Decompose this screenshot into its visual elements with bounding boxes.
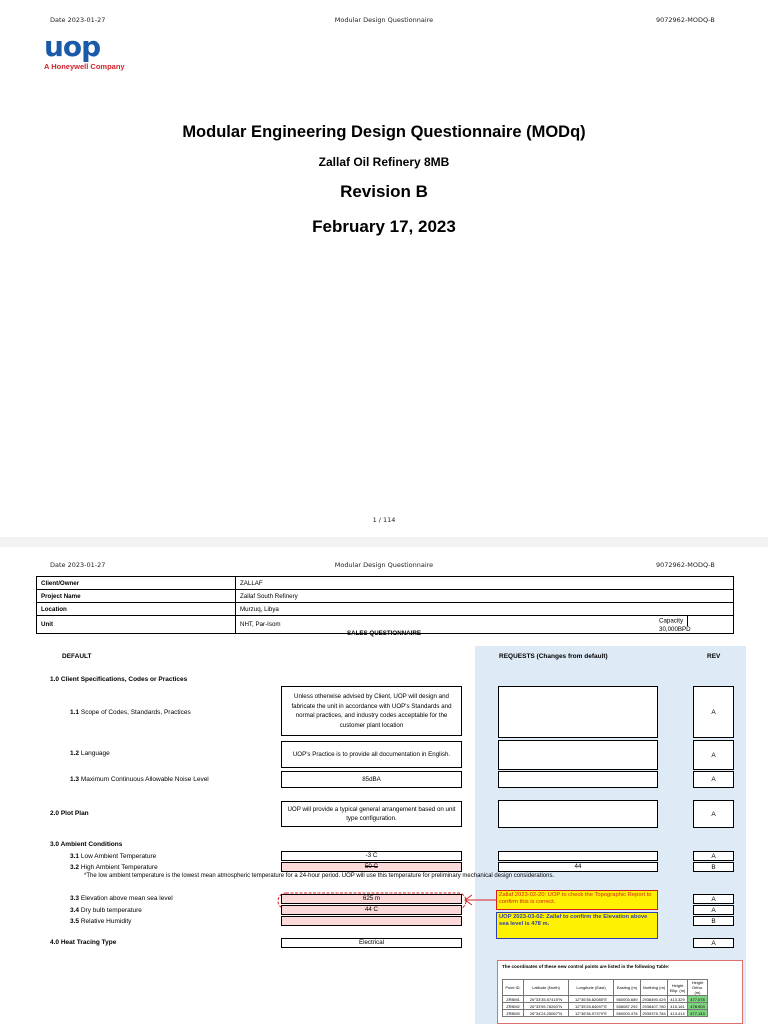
row-label: Maximum Continuous Allowable Noise Level [80,776,209,783]
rev-column-header: REV [707,653,721,660]
capacity-cell [655,616,734,634]
row-1-1-default: Unless otherwise advised by Client, UOP will design and fabricate the unit in accordance with UOP's Standards and normal practices, and industry codes acceptable for the customer plant location [281,686,462,736]
heat-tracing-rev: A [693,938,734,948]
row-number: 1.2 [70,750,80,757]
table-cell: 2939375.784 [642,1010,666,1016]
section-2-heading: 2.0 Plot Plan [50,810,89,817]
table-cell: 26°33'35.57415"N [524,996,569,1003]
table-cell: 2938490.429 [642,996,666,1002]
row-label: Low Ambient Temperature [80,853,157,860]
row-label: Scope of Codes, Standards, Practices [80,709,191,716]
document-date: February 17, 2023 [312,217,456,236]
row-3-1-request-input[interactable] [498,851,658,861]
coordinates-attachment [497,960,743,1024]
review-comment-uop[interactable]: UOP 2023-03-02: Zallaf to confirm the Elevation above sea level is 478 m. [496,912,658,939]
row-1-2-default: UOP's Practice is to provide all documentation in English. [281,741,462,768]
coord-header: Northing (m) [641,980,668,996]
table-cell: 478.903 [688,1003,708,1010]
table-cell: 415.161 [668,1003,688,1010]
row-3-2-rev: B [693,862,734,872]
coord-header: Latitude (North) [524,980,569,996]
coordinates-table [502,979,708,1017]
comment-leader-arrow [458,893,500,907]
project-label: Project Name [37,590,236,603]
info-row-client [37,577,734,590]
row-1-1-request-input[interactable] [498,686,658,738]
table-cell: 413.414 [668,1010,688,1017]
client-label: Client/Owner [37,577,236,590]
row-3-3-label [70,895,173,902]
project-value: Zallaf South Refinery [236,590,734,603]
uop-logo-mark: uop [44,30,101,63]
heat-tracing-default: Electrical [281,938,462,948]
header-docno: 9072962-MODQ-B [656,561,715,569]
table-row [503,1003,708,1010]
row-1-2-request-input[interactable] [498,740,658,770]
location-value: Murzuq, Libya [236,603,734,616]
location-label: Location [37,603,236,616]
row-number: 3.5 [70,918,80,925]
table-cell: 477.143 [688,1010,708,1017]
row-1-2-label [70,750,110,757]
section-4-heading: 4.0 Heat Tracing Type [50,939,117,946]
page-separator [0,537,768,547]
table-cell: 413.329 [668,996,688,1003]
coord-header: Height Ortho. (m) [688,980,708,996]
row-label: Elevation above mean sea level [80,895,173,902]
project-info-table [36,576,734,634]
row-1-1-label [70,709,191,716]
table-cell: 26°33'55.78260"N [524,1003,569,1010]
header-title: Modular Design Questionnaire [334,16,434,24]
sales-questionnaire-heading: SALES QUESTIONNAIRE [347,630,421,637]
row-number: 3.1 [70,853,80,860]
row-3-4-rev: A [693,905,734,915]
coordinates-caption: The coordinates of these new control points are listed in the following Table: [502,964,670,969]
capacity-label: Capacity [659,617,684,625]
row-1-1-rev: A [693,686,734,738]
row-number: 3.2 [70,864,80,871]
row-1-2-rev: A [693,740,734,770]
header-title: Modular Design Questionnaire [334,561,434,569]
row-3-3-rev: A [693,894,734,904]
row-label: Relative Humidity [80,918,132,925]
plot-plan-rev: A [693,800,734,828]
unit-value: NHT, Par-Isom [236,616,656,634]
ambient-note: *The low ambient temperature is the lowest mean atmospheric temperature for a 24-hour period. UOP will use this temperature for preliminary mechanical design considerations. [84,873,555,879]
document-revision: Revision B [340,182,428,201]
header-docno: 9072962-MODQ-B [656,16,715,24]
table-cell: 12°36'36.97379"E [569,1010,614,1017]
table-cell: ZRBM3 [503,1010,524,1017]
row-3-1-default: -3 C [281,851,462,861]
coordinates-header-row [503,980,708,996]
header-date: Date 2023-01-27 [50,16,106,24]
row-number: 3.4 [70,907,80,914]
row-3-3-default: 625 m [281,894,462,904]
row-3-1-rev: A [693,851,734,861]
table-cell: 2938407.780 [642,1003,666,1009]
uop-logo [44,30,125,71]
table-cell: 477.078 [688,996,708,1003]
table-cell: 560003.689 [614,996,641,1003]
row-3-5-default [281,916,462,926]
coord-header: Point ID. [503,980,524,996]
row-number: 1.3 [70,776,80,783]
row-3-4-default: 44 C [281,905,462,915]
document-title: Modular Engineering Design Questionnaire (MODq) [182,123,586,141]
table-row [503,1010,708,1017]
table-cell: 26°34'24.25067"N [524,1010,569,1017]
table-cell: 560003.476 [614,1010,641,1017]
row-3-2-default: 50 C [281,862,462,872]
coord-header: Longitude (East) [569,980,614,996]
row-number: 1.1 [70,709,80,716]
row-3-4-label [70,907,142,914]
row-3-5-label [70,918,131,925]
capacity-value: 30,000BPD [659,626,691,633]
row-1-3-rev: A [693,771,734,788]
row-label: Language [80,750,110,757]
row-3-2-label [70,864,158,871]
info-row-location [37,603,734,616]
requests-column-header: REQUESTS (Changes from default) [499,653,608,660]
row-3-2-request[interactable]: 44 [498,862,658,872]
row-1-3-label [70,776,209,783]
unit-label: Unit [37,616,236,634]
plot-plan-request-input[interactable] [498,800,658,828]
row-number: 3.3 [70,895,80,902]
table-cell: ZRBM2 [503,1003,524,1010]
row-1-3-request-input[interactable] [498,771,658,788]
default-column-header: DEFAULT [62,653,92,660]
table-cell: 558087.292 [614,1003,641,1010]
client-value: ZALLAF [236,577,734,590]
row-label: High Ambient Temperature [80,864,158,871]
coord-header: Height Ellip. (m) [668,980,688,996]
section-3-heading: 3.0 Ambient Conditions [50,841,123,848]
page-number: 1 / 114 [372,516,396,524]
row-label: Dry bulb temperature [80,907,142,914]
section-1-heading: 1.0 Client Specifications, Codes or Practices [50,676,188,683]
table-row [503,996,708,1003]
document-subtitle: Zallaf Oil Refinery 8MB [318,155,450,169]
row-3-5-rev: B [693,916,734,926]
table-cell: ZRBM1 [503,996,524,1003]
review-comment-zallaf[interactable]: Zallaf 2023-02-20: UOP to check the Topographic Report to confirm this is correct. [496,890,658,910]
uop-logo-tagline: A Honeywell Company [44,62,125,71]
table-cell: 12°35'26.84097"E [569,1003,614,1010]
header-date: Date 2023-01-27 [50,561,106,569]
table-cell: 12°36'36.82085"E [569,996,614,1003]
info-row-project [37,590,734,603]
row-3-1-label [70,853,156,860]
plot-plan-default: UOP will provide a typical general arrangement based on unit type configuration. [281,801,462,827]
row-1-3-default: 85dBA [281,771,462,788]
coord-header: Easting (m) [614,980,641,996]
